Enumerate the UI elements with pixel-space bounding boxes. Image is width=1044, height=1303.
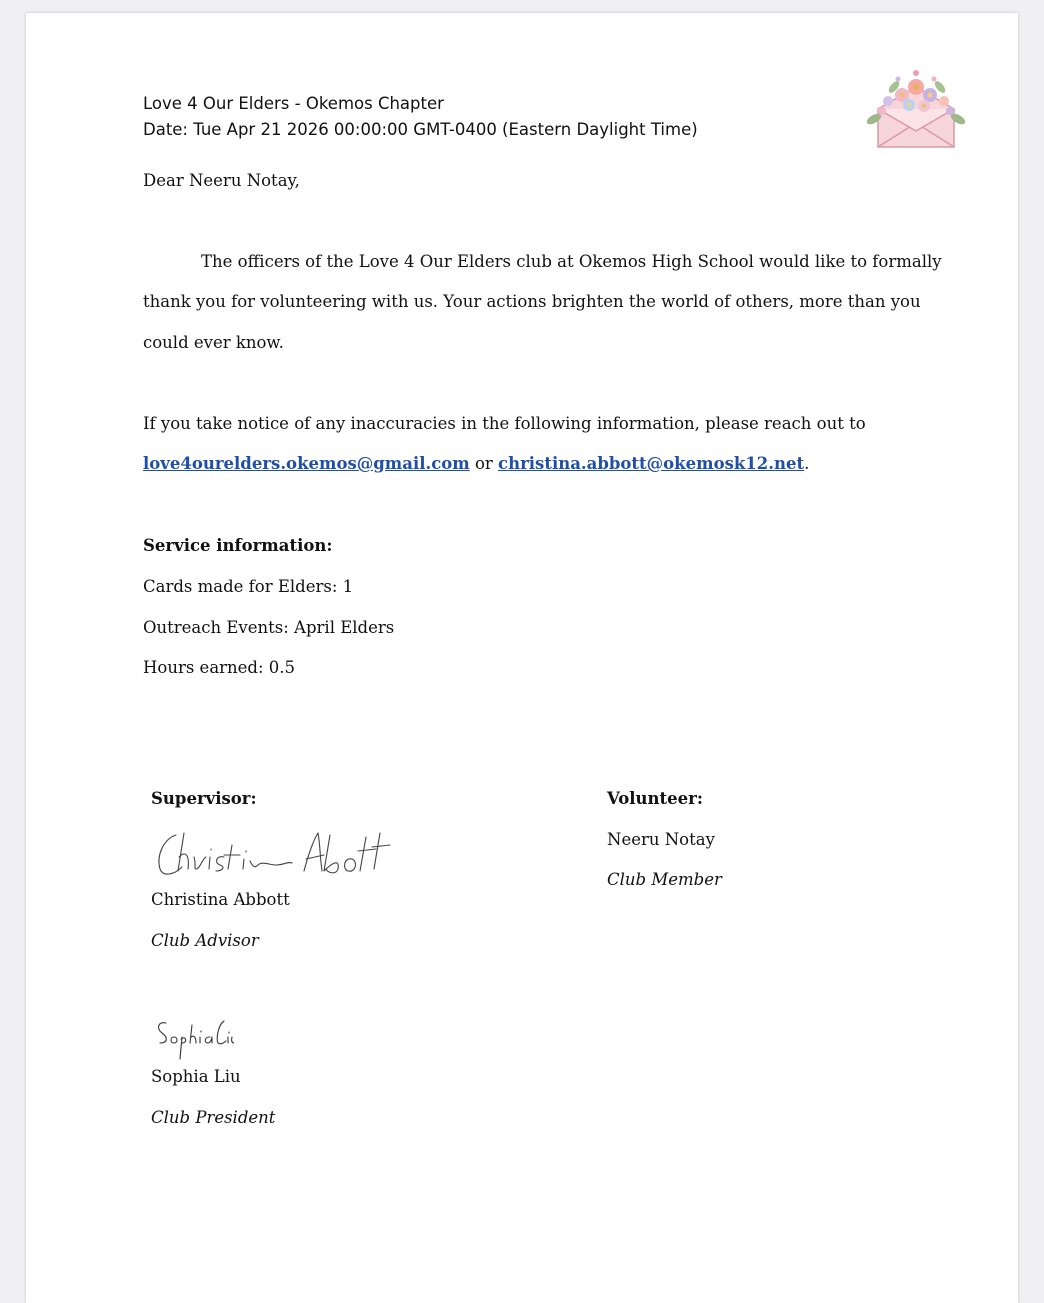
supervisor-role: Club Advisor <box>151 931 259 950</box>
salutation: Dear Neeru Notay, <box>143 171 300 190</box>
supervisor-label: Supervisor: <box>151 789 257 808</box>
org-title: Love 4 Our Elders - Okemos Chapter <box>143 94 444 113</box>
body-line-1: The officers of the Love 4 Our Elders club at Okemos High School would like to formally <box>201 252 942 271</box>
hours-earned: Hours earned: 0.5 <box>143 658 296 677</box>
president-signature <box>154 1015 234 1063</box>
club-email-link[interactable]: love4ourelders.okemos@gmail.com <box>143 454 470 473</box>
cards-made: Cards made for Elders: 1 <box>143 577 354 596</box>
period: . <box>804 454 810 473</box>
supervisor-signature <box>154 825 394 881</box>
volunteer-name: Neeru Notay <box>607 830 715 849</box>
service-heading: Service information: <box>143 536 333 555</box>
supervisor-name: Christina Abbott <box>151 890 290 909</box>
volunteer-label: Volunteer: <box>607 789 703 808</box>
letter-date: Date: Tue Apr 21 2026 00:00:00 GMT-0400 (Eastern Daylight Time) <box>143 120 698 139</box>
president-role: Club President <box>151 1108 276 1127</box>
president-name: Sophia Liu <box>151 1067 241 1086</box>
volunteer-role: Club Member <box>607 870 722 889</box>
or-text: or <box>469 454 499 473</box>
body-line-3: could ever know. <box>143 333 284 352</box>
flower-envelope-icon <box>864 65 968 153</box>
letter-page <box>26 13 1018 1303</box>
outreach-events: Outreach Events: April Elders <box>143 618 395 637</box>
advisor-email-link[interactable]: christina.abbott@okemosk12.net <box>498 454 805 473</box>
body-line-2: thank you for volunteering with us. Your actions brighten the world of others, more than you <box>143 292 921 311</box>
contact-emails <box>143 454 809 473</box>
contact-line: If you take notice of any inaccuracies in the following information, please reach out to <box>143 414 866 433</box>
